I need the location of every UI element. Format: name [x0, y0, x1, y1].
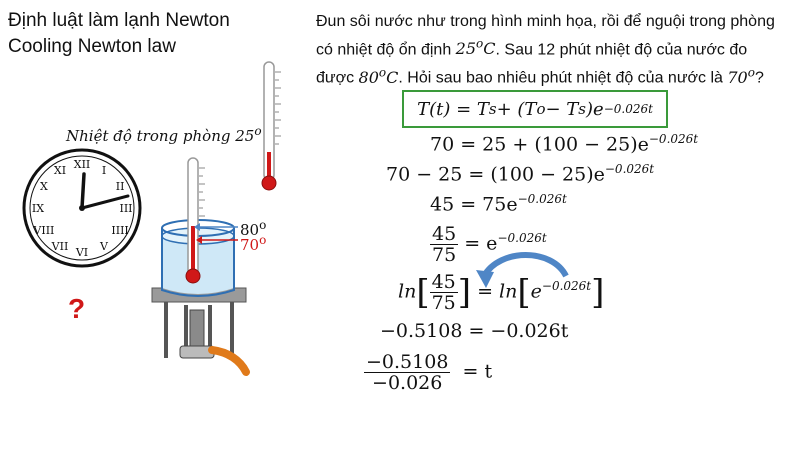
clock-numeral: X — [39, 180, 48, 193]
newton-formula-box: T(t) = T s + (T o − T s )e −0.026t — [402, 90, 668, 128]
clock-numeral: V — [100, 240, 108, 254]
title-line-vi: Định luật làm lạnh Newton — [8, 10, 230, 31]
clock-numeral: VI — [75, 246, 89, 259]
clock-numeral: I — [101, 163, 107, 177]
room-thermometer-icon — [262, 62, 281, 190]
step-2: $70 - 25 = (100 - 25)e^{-0.026t}$ — [386, 162, 655, 186]
target-temp-value: 70$^o$ — [727, 65, 755, 87]
clock-numeral: IX — [31, 202, 45, 215]
step-3: $45 = 75e^{-0.026t}$ — [430, 192, 567, 216]
clock-numeral: XII — [73, 158, 91, 171]
clock-numeral: III — [119, 202, 133, 215]
step-1: $70 = 25 + (100 - 25)e^{-0.026t}$ — [430, 132, 699, 156]
step-6: −0.5108 = −0.026t — [380, 320, 569, 342]
label-70: 70$^o$ — [240, 233, 267, 254]
clock-numeral: II — [115, 180, 125, 193]
step-5: ln[ $\frac{45}{75}$ ] = $\ln[e^{-0.026t}]$ — [398, 271, 605, 314]
step-7: $\frac{-0.5108}{-0.026}$ = t — [366, 351, 493, 394]
clock-numeral: XI — [53, 163, 67, 177]
problem-line-2: có nhiệt độ ổn định 25$^o$C. Sau 12 phút nhiệt độ của nước đo — [316, 37, 748, 59]
question-mark: ? — [68, 293, 86, 324]
burner-icon — [180, 310, 246, 372]
room-temperature-label: Nhiệt độ trong phòng 25$^o$ — [66, 124, 262, 145]
room-temp-value: 25$^o$C — [455, 37, 496, 59]
gas-hose-icon — [212, 350, 246, 372]
clock-icon — [24, 150, 140, 266]
label-80: 80$^o$ — [240, 218, 267, 239]
step-4: $\frac{45}{75}$ = $e^{-0.026t}$ — [432, 223, 547, 266]
problem-line-1: Đun sôi nước như trong hình minh họa, rồi để nguội trong phòng — [316, 13, 775, 30]
clock-numeral: VII — [51, 240, 69, 254]
clock-numeral: VIII — [33, 224, 55, 237]
title-line-en: Cooling Newton law — [8, 36, 176, 57]
clock-numeral: IIII — [111, 224, 129, 237]
problem-line-3: được 80$^o$C. Hỏi sau bao nhiêu phút nhiệt độ của nước là 70$^o$? — [316, 65, 764, 87]
measured-temp-value: 80$^o$C — [358, 65, 399, 87]
